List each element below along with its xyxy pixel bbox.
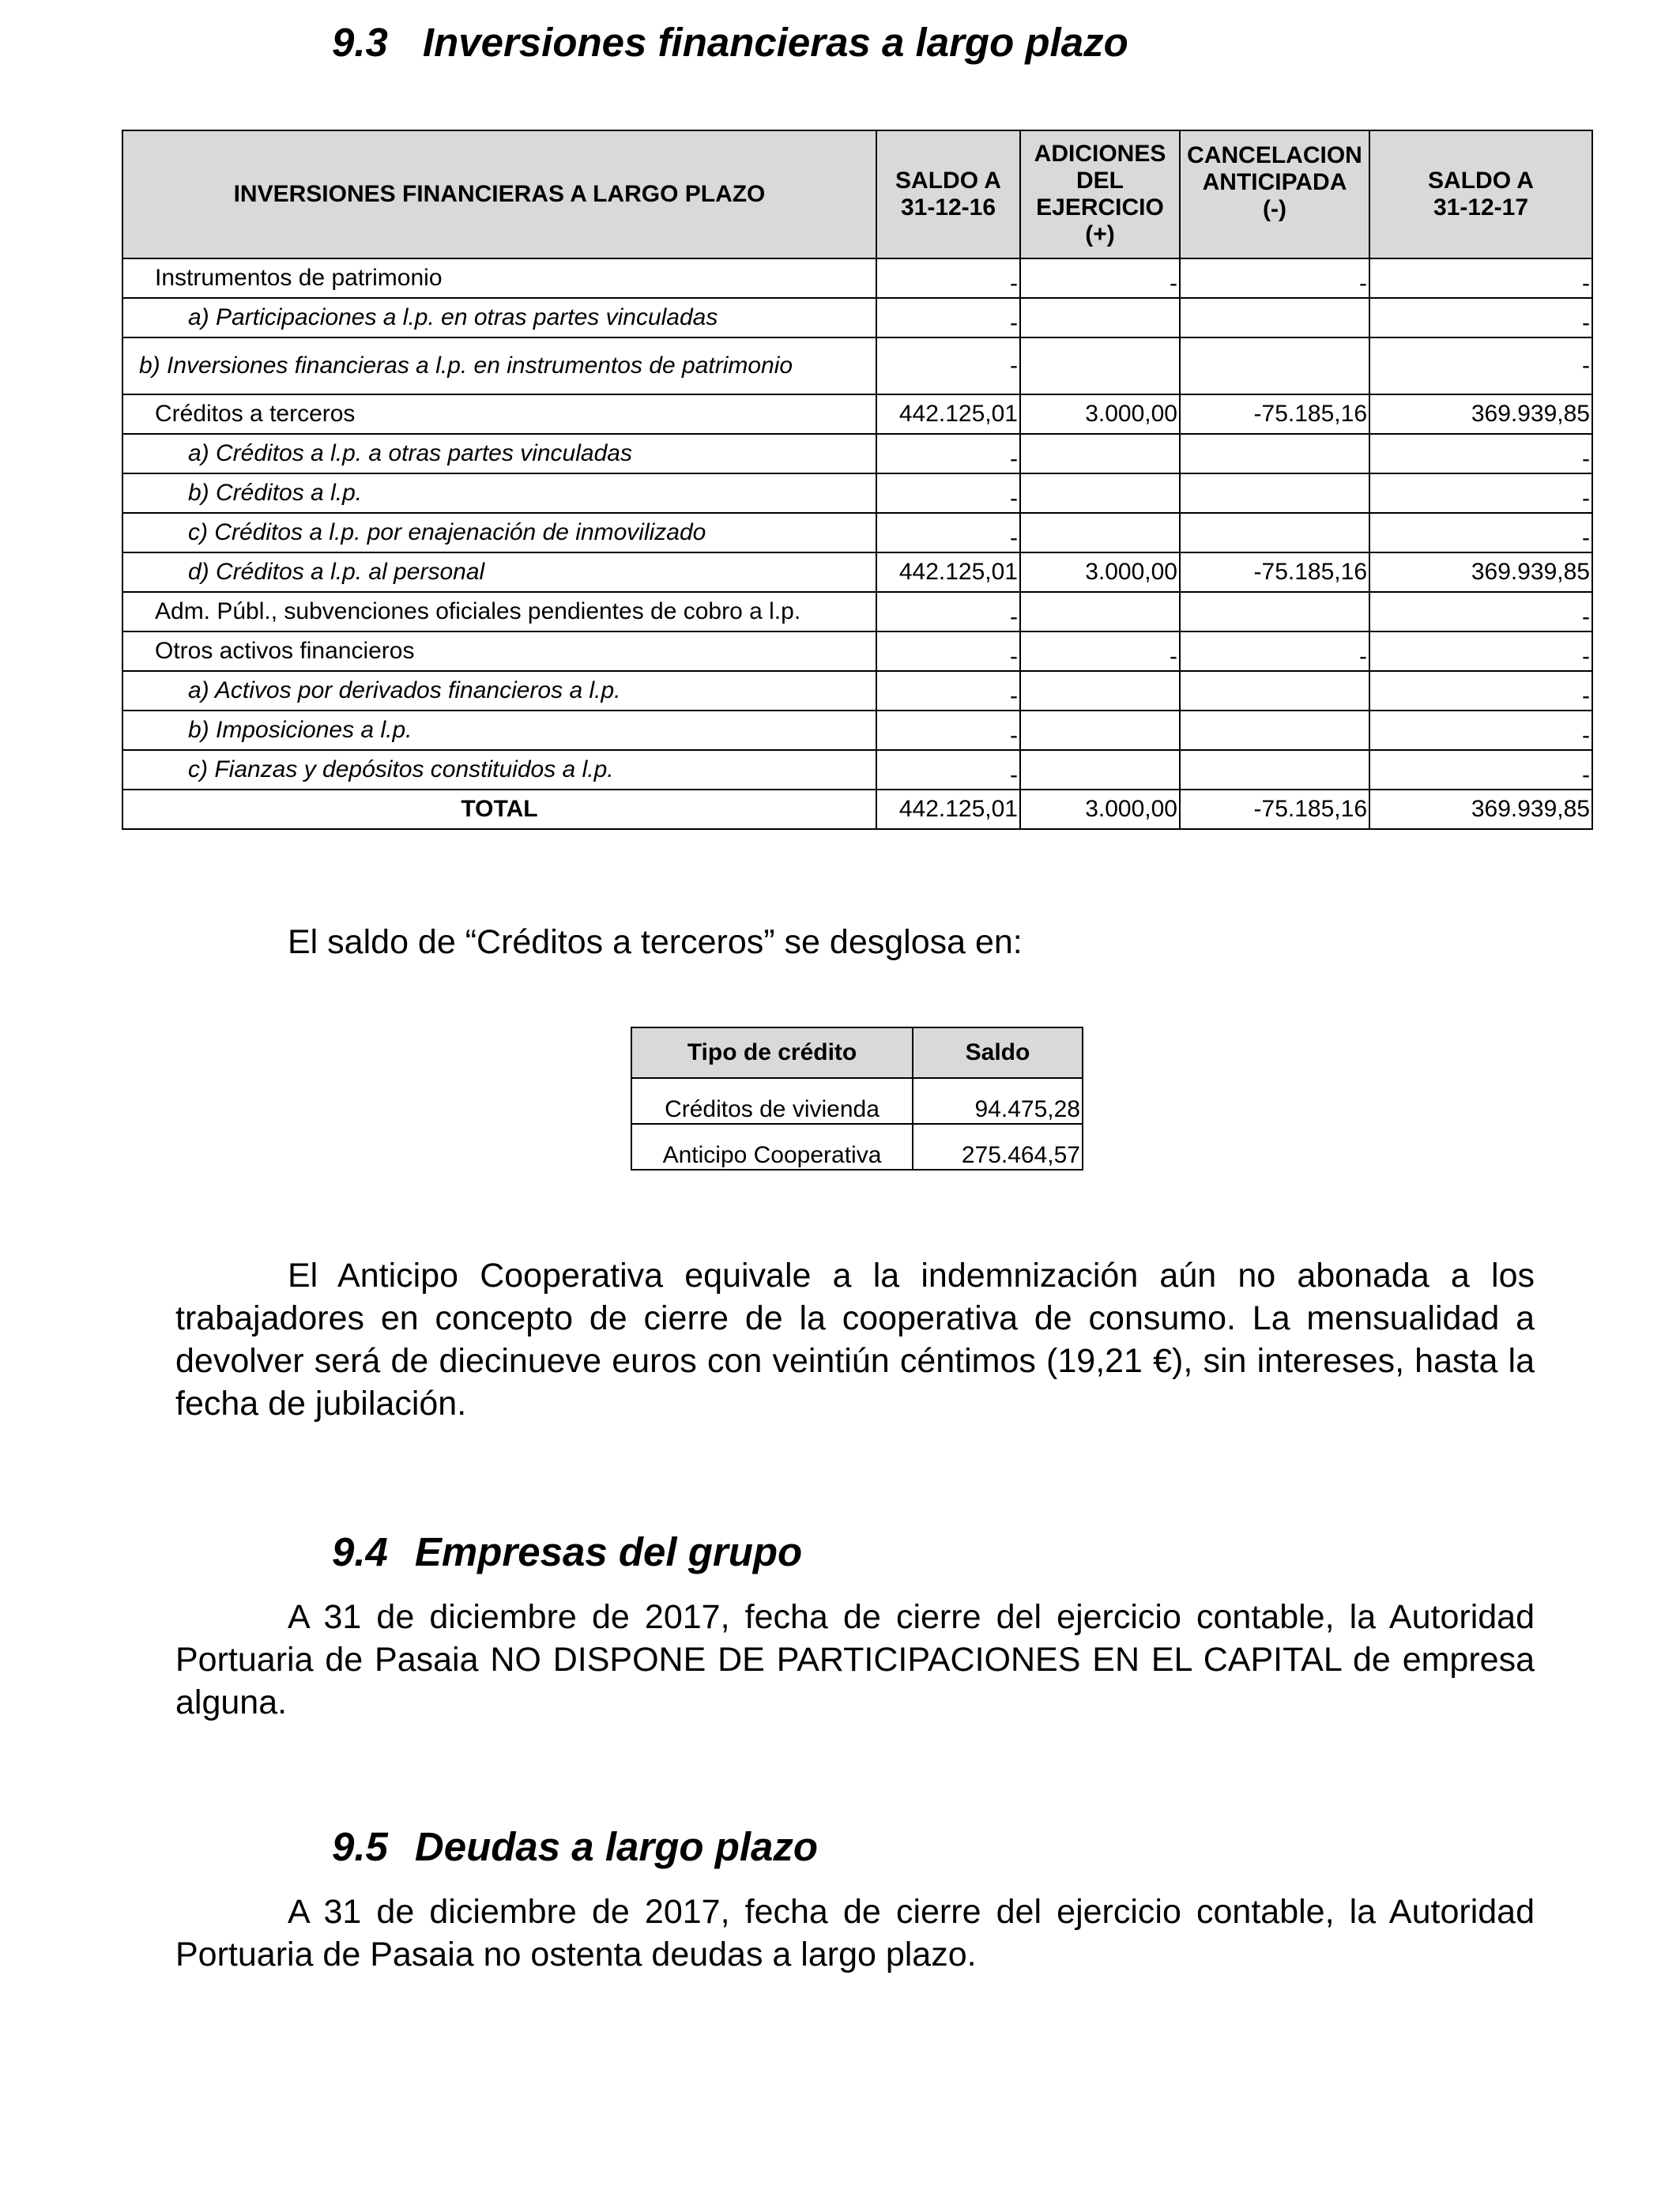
table-row: Instrumentos de patrimonio - - - - (122, 258, 1592, 298)
table-row: b) Créditos a l.p. - - (122, 473, 1592, 513)
section-9-5-heading (332, 1823, 818, 1870)
table-header-row (122, 130, 1592, 258)
table-row: Otros activos financieros - - - - (122, 631, 1592, 671)
table-row: Créditos de vivienda 94.475,28 (631, 1078, 1083, 1124)
section-number: 9.3 (332, 20, 388, 65)
table-row: d) Créditos a l.p. al personal 442.125,01 3.000,00 -75.185,16 369.939,85 (122, 552, 1592, 592)
breakdown-intro: El saldo de “Créditos a terceros” se desglosa en: (288, 923, 1023, 961)
section-9-4-paragraph: A 31 de diciembre de 2017, fecha de cierre del ejercicio contable, la Autoridad Portuaria de Pasaia NO DISPONE DE PARTICIPACIONES EN EL CAPITAL de empresa alguna. (175, 1598, 1535, 1721)
table-row: c) Fianzas y depósitos constituidos a l.p. - - (122, 750, 1592, 790)
header-concept: INVERSIONES FINANCIERAS A LARGO PLAZO (122, 130, 876, 258)
table-row: b) Inversiones financieras a l.p. en instrumentos de patrimonio - - (122, 337, 1592, 394)
section-title: Inversiones financieras a largo plazo (422, 20, 1128, 65)
table-row: a) Participaciones a l.p. en otras partes vinculadas - - (122, 298, 1592, 337)
table-total-row: TOTAL 442.125,01 3.000,00 -75.185,16 369.939,85 (122, 790, 1592, 829)
table-row: Créditos a terceros 442.125,01 3.000,00 -75.185,16 369.939,85 (122, 394, 1592, 434)
investments-table (122, 130, 1593, 830)
header-cancelacion: CANCELACION ANTICIPADA (-) (1180, 130, 1369, 258)
anticipo-paragraph: El Anticipo Cooperativa equivale a la indemnización aún no abonada a los trabajadores en concepto de cierre de la cooperativa de consumo. La mensualidad a devolver será de diecinueve euros con veintiún céntimos (19,21 €), sin intereses, hasta la fecha de jubilación. (175, 1257, 1535, 1423)
table-header-row (631, 1027, 1083, 1078)
header-tipo: Tipo de crédito (631, 1027, 913, 1078)
table-row: a) Activos por derivados financieros a l.p. - - (122, 671, 1592, 711)
table-row: Adm. Públ., subvenciones oficiales pendientes de cobro a l.p. - - (122, 592, 1592, 631)
section-title: Empresas del grupo (414, 1529, 803, 1574)
credit-breakdown-table (631, 1027, 1083, 1171)
header-saldo-2016: SALDO A 31-12-16 (876, 130, 1020, 258)
table-row: c) Créditos a l.p. por enajenación de inmovilizado - - (122, 513, 1592, 552)
section-9-4-heading (332, 1529, 802, 1575)
header-saldo-2017: SALDO A 31-12-17 (1369, 130, 1592, 258)
section-9-3-heading (332, 19, 1128, 66)
section-title: Deudas a largo plazo (414, 1824, 819, 1869)
table-row: a) Créditos a l.p. a otras partes vinculadas - - (122, 434, 1592, 473)
header-adiciones: ADICIONES DEL EJERCICIO (+) (1020, 130, 1180, 258)
section-number: 9.4 (332, 1529, 388, 1574)
section-number: 9.5 (332, 1824, 388, 1869)
table-row: Anticipo Cooperativa 275.464,57 (631, 1124, 1083, 1170)
table-row: b) Imposiciones a l.p. - - (122, 711, 1592, 750)
section-9-5-paragraph: A 31 de diciembre de 2017, fecha de cierre del ejercicio contable, la Autoridad Portuaria de Pasaia no ostenta deudas a largo plazo. (175, 1893, 1535, 1973)
header-saldo: Saldo (913, 1027, 1083, 1078)
